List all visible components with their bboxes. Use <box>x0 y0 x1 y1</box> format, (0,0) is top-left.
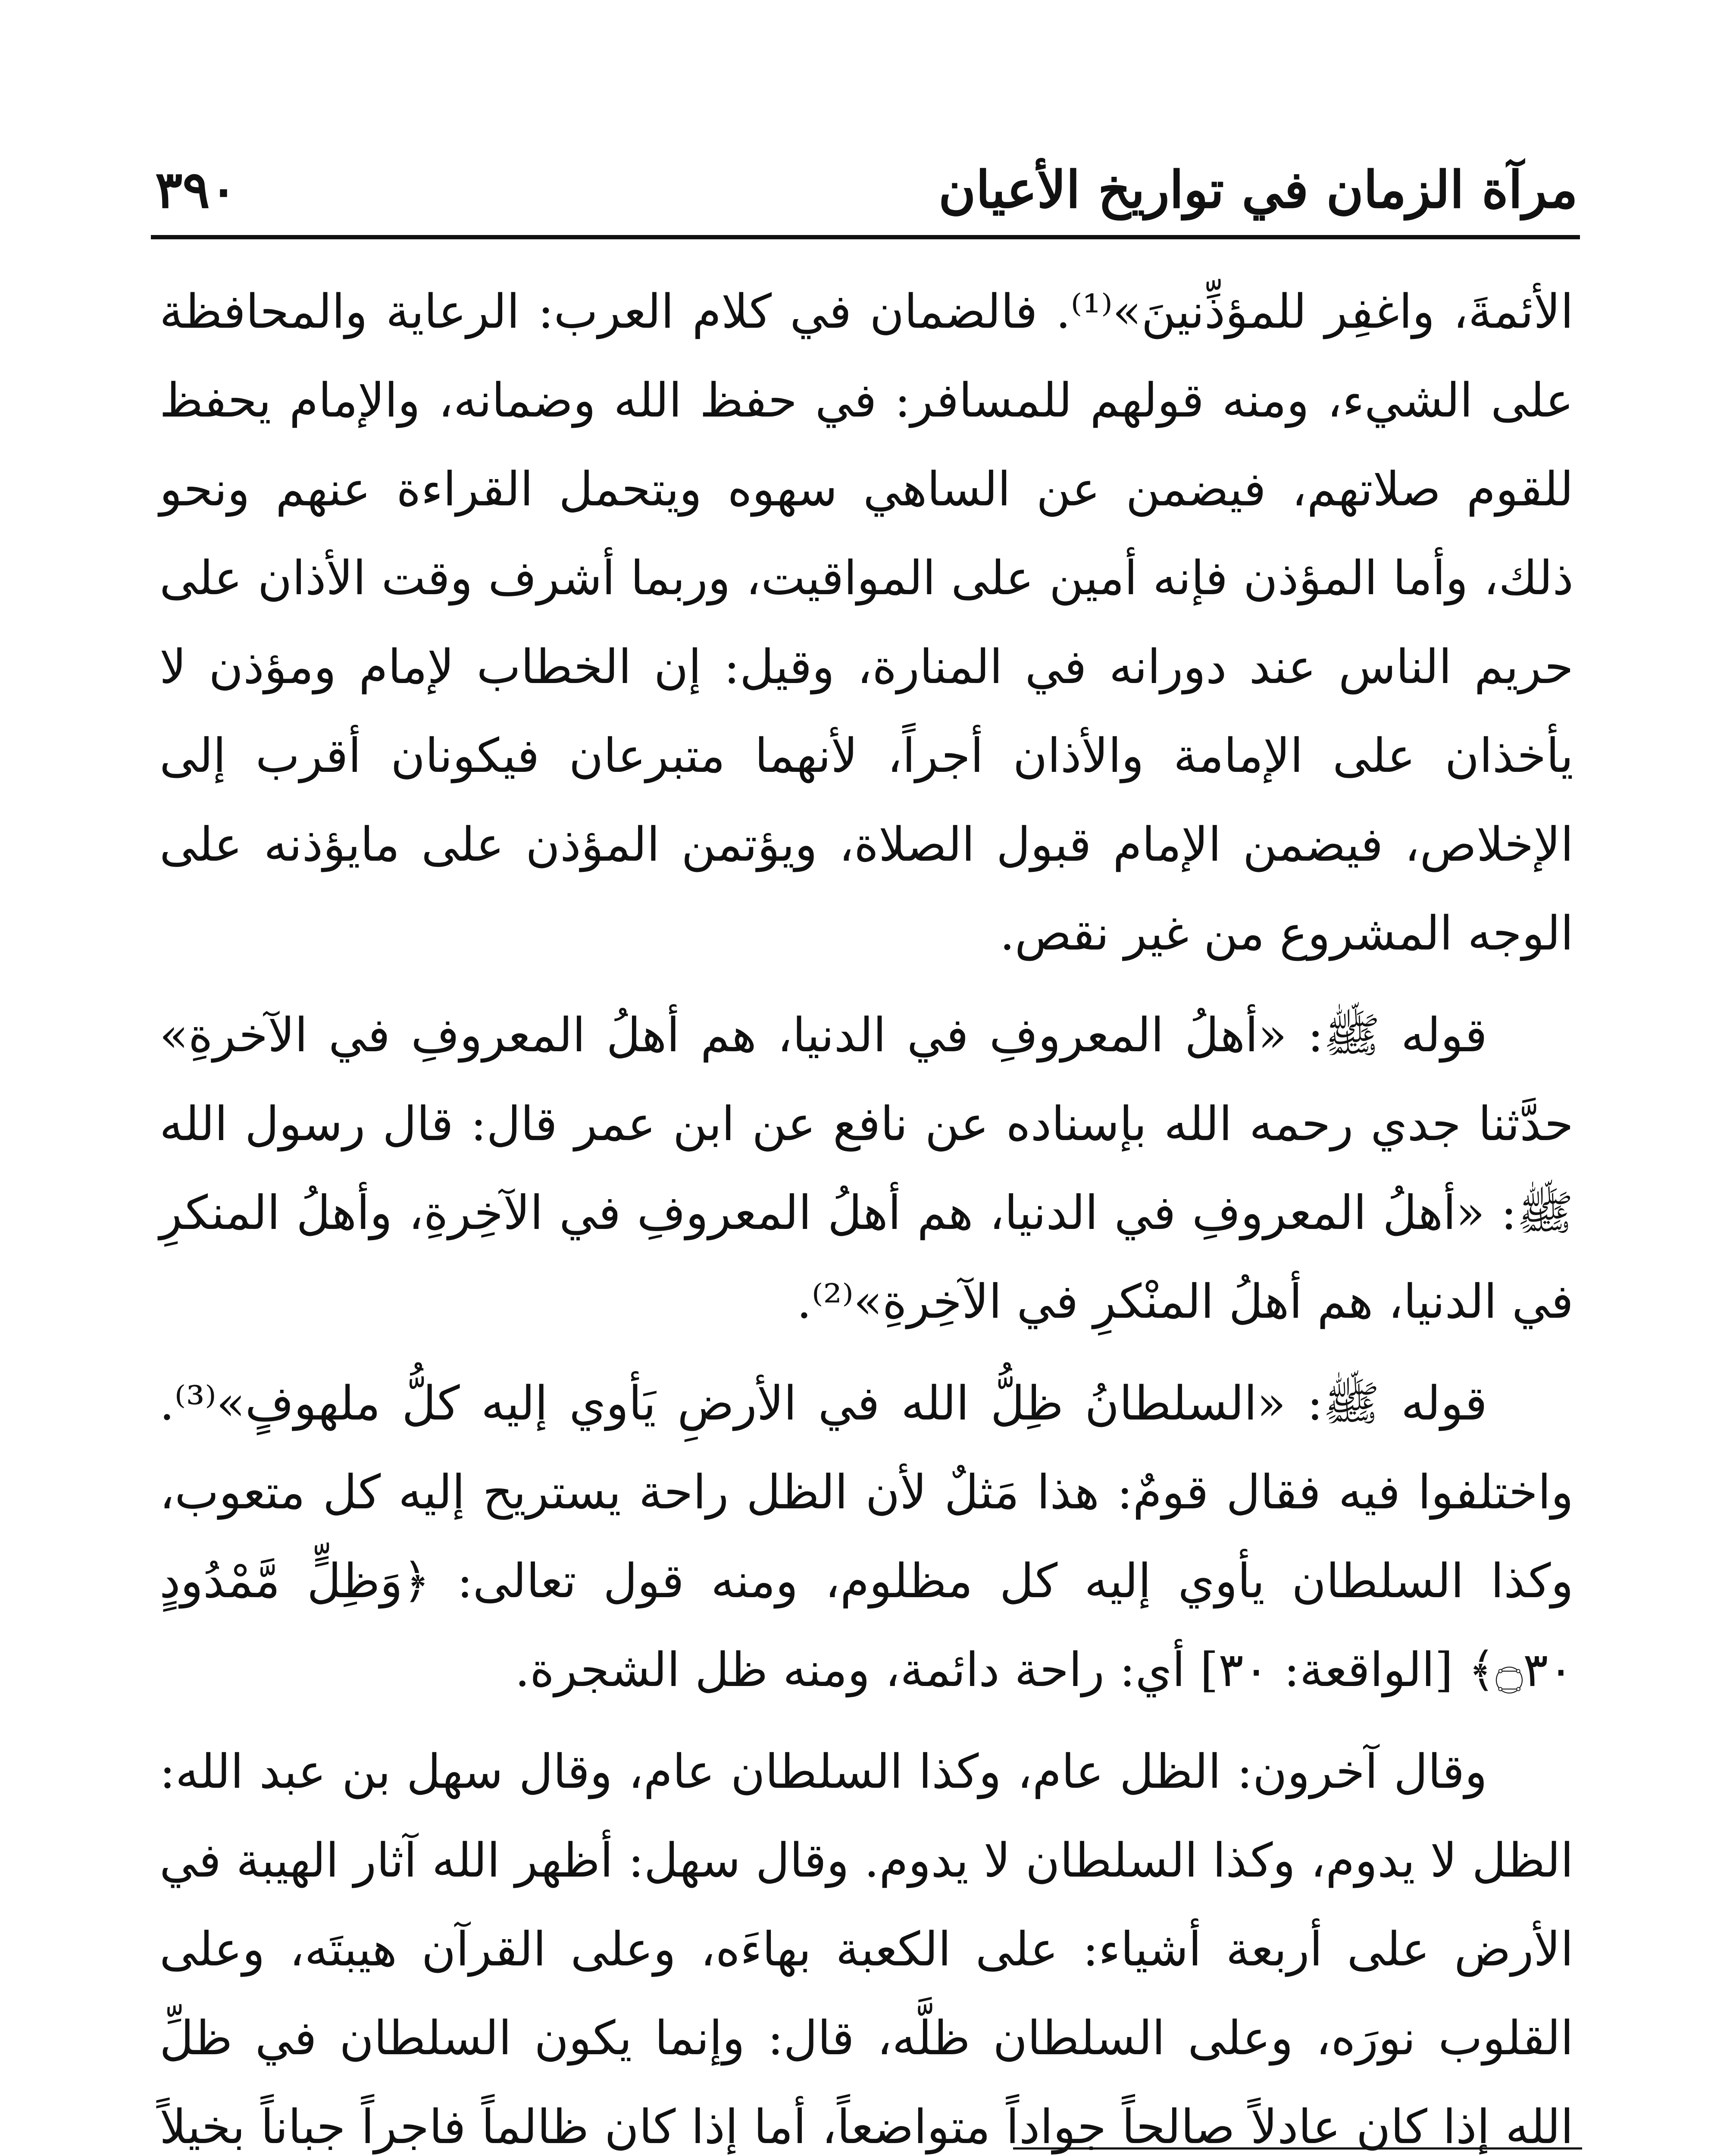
paragraph-1: الأئمةَ، واغفِر للمؤذِّنينَ»⁽¹⁾. فالضمان في كلام العرب: الرعاية والمحافظة على الشيء، ومنه قولهم للمسافر: في حفظ الله وضمانه، والإمام يحفظ للقوم صلاتهم، فيضمن عن الساهي سهوه ويتحمل القراءة عنهم ونحو ذلك، وأما المؤذن فإنه أمين على المواقيت، وربما أشرف وقت الأذان على حريم الناس عند دورانه في المنارة، وقيل: إن الخطاب لإمام ومؤذن لا يأخذان على الإمامة والأذان أجراً، لأنهما متبرعان فيكونان أقرب إلى الإخلاص، فيضمن الإمام قبول الصلاة، ويؤتمن المؤذن على مايؤذنه على الوجه المشروع من غير نقص. <box>160 284 1573 961</box>
paragraph-4: وقال آخرون: الظل عام، وكذا السلطان عام، وقال سهل بن عبد الله: الظل لا يدوم، وكذا السلطان لا يدوم. وقال سهل: أظهر الله آثار الهيبة في الأرض على أربعة أشياء: على الكعبة بهاءَه، وعلى القرآن هيبتَه، وعلى القلوب نورَه، وعلى السلطان ظلَّه، قال: وإنما يكون السلطان في ظلِّ الله إذا كان عادلاً صالحاً جواداً متواضعاً، أما إذا كان ظالماً فاجراً جباناً بخيلاً <box>160 1744 1573 2154</box>
running-title: مرآة الزمان في تواريخ الأعيان <box>938 160 1578 219</box>
page-number: ٣٩٠ <box>155 160 238 219</box>
body-text <box>160 267 1573 2156</box>
page-header <box>155 142 1578 229</box>
header-rule <box>151 235 1580 239</box>
paragraph-3: قوله ﷺ: «السلطانُ ظِلُّ الله في الأرضِ يَأوي إليه كلُّ ملهوفٍ»⁽³⁾. واختلفوا فيه فقال قومٌ: هذا مَثلٌ لأن الظل راحة يستريح إليه كل متعوب، وكذا السلطان يأوي إليه كل مظلوم، ومنه قول تعالى: ﴿وَظِلٍّ مَّمْدُودٍ ۝٣٠﴾ [الواقعة: ٣٠] أي: راحة دائمة، ومنه ظل الشجرة. <box>160 1376 1573 1697</box>
paragraph-2: قوله ﷺ: «أهلُ المعروفِ في الدنيا، هم أهلُ المعروفِ في الآخرةِ» حدَّثنا جدي رحمه الله بإسناده عن نافع عن ابن عمر قال: قال رسول الله ﷺ: «أهلُ المعروفِ في الدنيا، هم أهلُ المعروفِ في الآخِرةِ، وأهلُ المنكرِ في الدنيا، هم أهلُ المنْكرِ في الآخِرةِ»⁽²⁾. <box>160 1008 1573 1329</box>
footnote-rule <box>1013 2147 1582 2150</box>
